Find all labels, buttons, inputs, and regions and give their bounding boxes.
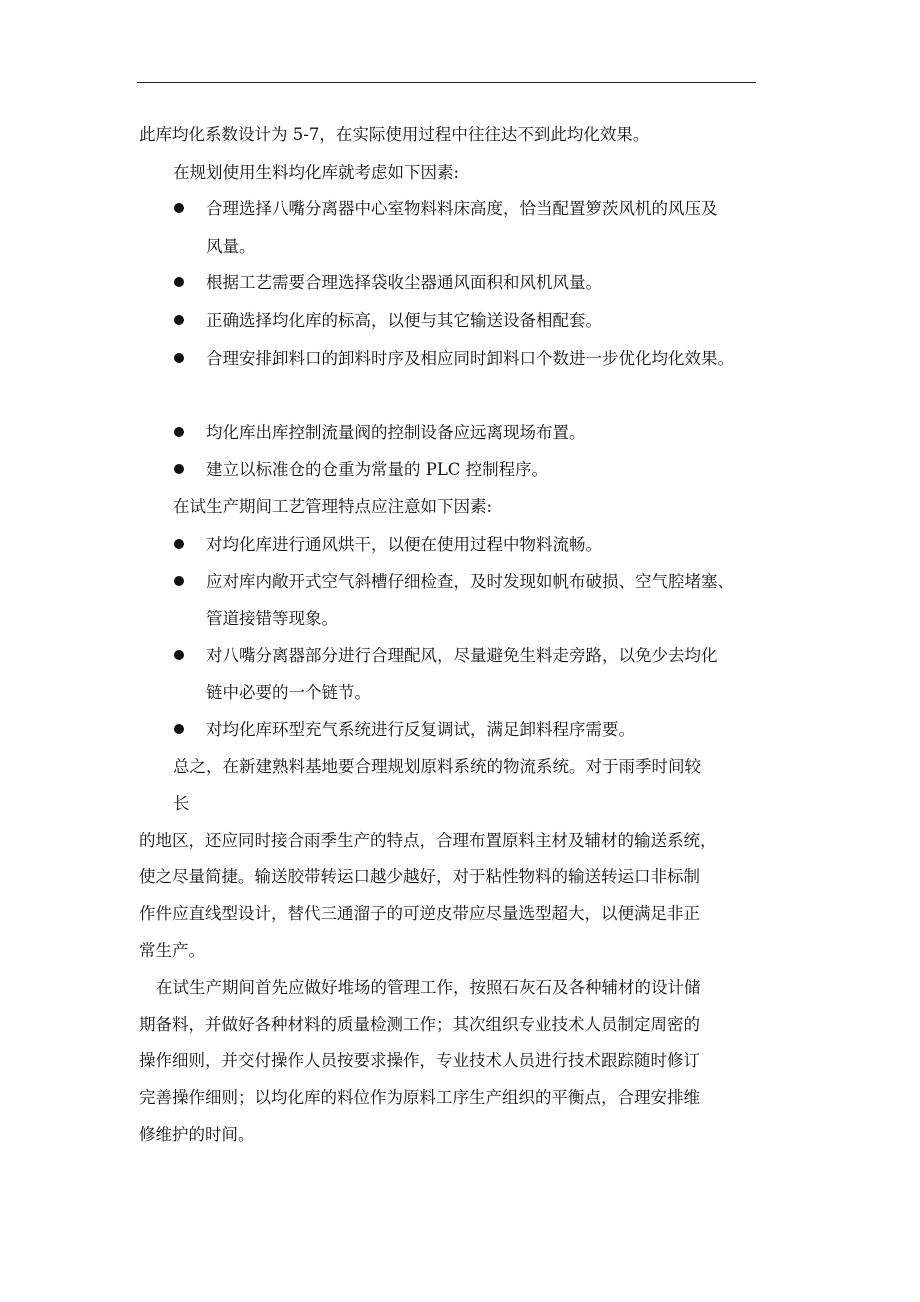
bullet-icon [174,353,184,363]
text-line: 此库均化系数设计为 5-7，在实际使用过程中往往达不到此均化效果。 [139,125,650,144]
text-line: 使之尽量简捷。输送胶带转运口越少越好，对于粘性物料的输送转运口非标制 [139,867,700,886]
bullet-icon [174,724,184,734]
text-line: 风量。 [206,237,256,256]
text-line: 链中必要的一个链节。 [206,683,371,702]
bullet-icon [174,464,184,474]
bullet-icon [174,315,184,325]
header-rule [137,82,756,83]
text-line: 在试生产期间工艺管理特点应注意如下因素: [173,497,493,516]
text-line: 操作细则，并交付操作人员按要求操作，专业技术人员进行技术跟踪随时修订 [139,1051,700,1070]
text-line: 在规划使用生料均化库就考虑如下因素: [173,163,460,182]
list-item: 合理安排卸料口的卸料时序及相应同时卸料口个数进一步优化均化效果。 [206,349,734,368]
text-line: 完善操作细则；以均化库的料位作为原料工序生产组织的平衡点，合理安排维 [139,1088,700,1107]
list-item: 对均化库环型充气系统进行反复调试，满足卸料程序需要。 [206,720,635,739]
list-item: 对八嘴分离器部分进行合理配风，尽量避免生料走旁路，以免少去均化 [206,646,718,665]
text-line: 的地区，还应同时接合雨季生产的特点，合理布置原料主材及辅材的输送系统， [139,831,717,850]
list-item: 合理选择八嘴分离器中心室物料料床高度，恰当配置箩茨风机的风压及 [206,199,718,218]
list-item: 应对库内敞开式空气斜槽仔细检查，及时发现如帆布破损、空气腔堵塞、 [206,572,734,591]
bullet-icon [174,277,184,287]
bullet-icon [174,650,184,660]
list-item: 建立以标准仓的仓重为常量的 PLC 控制程序。 [206,460,549,479]
text-line: 修维护的时间。 [139,1125,255,1144]
bullet-icon [174,576,184,586]
text-line: 长 [173,794,190,813]
bullet-icon [174,427,184,437]
bullet-icon [174,539,184,549]
text-line: 在试生产期间首先应做好堆场的管理工作，按照石灰石及各种辅材的设计储 [156,978,701,997]
text-line: 期备料，并做好各种材料的质量检测工作；其次组织专业技术人员制定周密的 [139,1015,700,1034]
text-line: 总之，在新建熟料基地要合理规划原料系统的物流系统。对于雨季时间较 [173,757,701,776]
list-item: 对均化库进行通风烘干，以便在使用过程中物料流畅。 [206,535,602,554]
list-item: 正确选择均化库的标高，以便与其它输送设备相配套。 [206,311,602,330]
text-line: 常生产。 [139,941,205,960]
text-line: 作件应直线型设计，替代三通溜子的可逆皮带应尽量选型超大，以便满足非正 [139,904,700,923]
text-line: 管道接错等现象。 [206,609,338,628]
list-item: 均化库出库控制流量阀的控制设备应远离现场布置。 [206,423,586,442]
list-item: 根据工艺需要合理选择袋收尘器通风面积和风机风量。 [206,273,602,292]
bullet-icon [174,203,184,213]
